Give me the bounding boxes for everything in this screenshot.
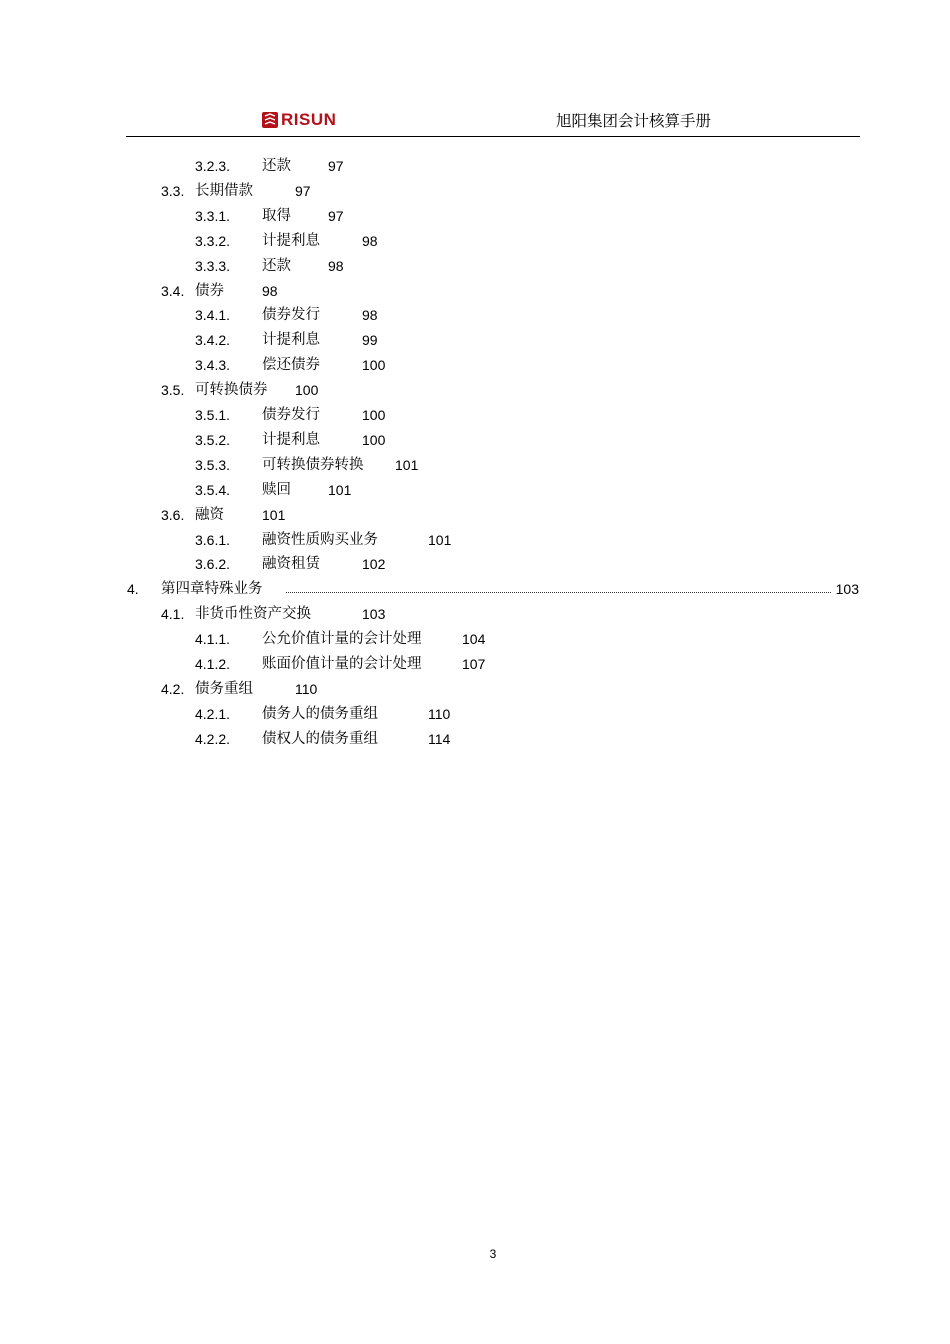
toc-entry[interactable] [0, 479, 950, 501]
toc-entry-title: 债券 [195, 282, 224, 299]
toc-entry-number: 3.5.1. [195, 407, 231, 423]
toc-entry-page: 107 [462, 656, 486, 672]
toc-entry-title: 债券发行 [262, 407, 320, 423]
toc-entry-number: 4.2.2. [195, 730, 231, 747]
toc-entry[interactable] [0, 304, 950, 326]
toc-entry-page: 98 [328, 257, 344, 274]
toc-entry[interactable] [0, 205, 950, 227]
toc-entry-title: 计提利息 [262, 232, 320, 249]
toc-entry-number: 3.3.3. [195, 257, 231, 274]
toc-entry-page: 104 [462, 631, 486, 648]
toc-entry[interactable] [0, 653, 950, 675]
toc-entry-number: 3.5. [161, 382, 185, 399]
toc-entry-number: 3.3.1. [195, 207, 231, 224]
toc-entry-title: 债券发行 [262, 307, 320, 324]
toc-entry-title: 偿还债券 [262, 357, 320, 374]
toc-entry[interactable] [0, 603, 950, 625]
toc-entry-title: 账面价值计量的会计处理 [262, 656, 422, 672]
toc-entry[interactable] [0, 180, 950, 202]
toc-entry-page: 102 [362, 556, 386, 573]
toc-entry-title: 融资 [195, 506, 224, 523]
toc-entry-number: 3.6.1. [195, 531, 231, 548]
toc-entry-title: 计提利息 [262, 431, 320, 448]
toc-entry[interactable] [0, 230, 950, 252]
risun-logo-icon [262, 112, 278, 128]
toc-entry-title: 取得 [262, 207, 291, 224]
toc-entry-title: 计提利息 [262, 332, 320, 349]
toc-entry-page: 100 [362, 357, 386, 374]
toc-entry-page: 101 [328, 481, 352, 498]
toc-entry-number: 3.3. [161, 182, 185, 199]
toc-entry-title: 第四章特殊业务 [161, 581, 263, 598]
toc-entry[interactable] [0, 255, 950, 277]
toc-entry-page: 98 [262, 282, 278, 299]
toc-entry-title: 还款 [262, 257, 291, 274]
toc-entry[interactable] [0, 454, 950, 476]
page-header [126, 108, 860, 137]
toc-entry-number: 3.2.3. [195, 158, 231, 174]
toc-entry-title: 长期借款 [195, 182, 253, 199]
toc-entry[interactable] [0, 703, 950, 725]
toc-entry[interactable] [0, 354, 950, 376]
toc-entry-title: 债务重组 [195, 680, 253, 697]
toc-entry-page: 110 [428, 705, 451, 722]
toc-entry-number: 3.6.2. [195, 556, 231, 573]
toc-entry-number: 4.1.1. [195, 631, 231, 648]
toc-entry-title: 赎回 [262, 481, 291, 498]
toc-entry-number: 3.4. [161, 282, 185, 299]
toc-entry-number: 4.1. [161, 606, 185, 623]
toc-entry-page: 97 [328, 207, 344, 224]
toc-entry[interactable] [0, 553, 950, 575]
toc-entry-title: 非货币性资产交换 [195, 606, 311, 623]
toc-entry[interactable] [0, 429, 950, 451]
toc-entry-page: 114 [428, 730, 451, 747]
toc-entry-title: 可转换债券转换 [262, 456, 364, 473]
toc-entry-page: 103 [362, 606, 386, 623]
toc-entry-number: 3.6. [161, 506, 185, 523]
toc-entry-number: 3.4.2. [195, 332, 231, 349]
toc-entry-number: 3.4.3. [195, 357, 231, 374]
toc-entry-number: 4.2. [161, 680, 185, 697]
document-title: 旭阳集团会计核算手册 [556, 112, 712, 130]
toc-entry-page: 98 [362, 307, 378, 324]
toc-entry[interactable] [0, 678, 950, 700]
risun-logo [262, 110, 336, 130]
toc-entry-page: 100 [362, 407, 386, 423]
toc-entry-title: 还款 [262, 158, 291, 174]
logo-text: RISUN [281, 110, 337, 129]
toc-entry-page: 101 [262, 506, 286, 523]
toc-entry-page: 103 [835, 581, 859, 598]
toc-entry-title: 债务人的债务重组 [262, 705, 378, 722]
toc-entry-page: 100 [295, 382, 319, 399]
toc-entry-page: 100 [362, 431, 386, 448]
toc-entry-page: 101 [395, 456, 419, 473]
toc-entry[interactable] [0, 504, 950, 526]
toc-entry-number: 4.1.2. [195, 656, 231, 672]
toc-entry-page: 110 [295, 680, 318, 697]
page-number: 3 [489, 1247, 497, 1261]
toc-entry-page: 98 [362, 232, 378, 249]
toc-entry-number: 3.4.1. [195, 307, 231, 324]
toc-entry-title: 可转换债券 [195, 382, 268, 399]
toc-entry[interactable] [0, 329, 950, 351]
toc-entry-page: 97 [295, 182, 311, 199]
toc-entry[interactable] [0, 280, 950, 302]
toc-entry-number: 3.3.2. [195, 232, 231, 249]
toc-entry-title: 债权人的债务重组 [262, 730, 378, 747]
toc-entry[interactable] [0, 404, 950, 426]
toc-entry-number: 4. [127, 581, 139, 598]
toc-entry[interactable] [0, 578, 950, 600]
toc-entry[interactable] [0, 379, 950, 401]
toc-leader-dots [286, 592, 831, 593]
toc-entry-title: 融资租赁 [262, 556, 320, 573]
toc-entry[interactable] [0, 529, 950, 551]
toc-entry-number: 4.2.1. [195, 705, 231, 722]
toc-entry-page: 101 [428, 531, 452, 548]
toc-entry-title: 公允价值计量的会计处理 [262, 631, 422, 648]
toc-entry-number: 3.5.3. [195, 456, 231, 473]
toc-entry[interactable] [0, 728, 950, 750]
toc-entry-page: 99 [362, 332, 378, 349]
toc-entry[interactable] [0, 628, 950, 650]
toc-entry-title: 融资性质购买业务 [262, 531, 378, 548]
toc-entry[interactable] [0, 155, 950, 177]
toc-entry-number: 3.5.2. [195, 431, 231, 448]
toc-entry-page: 97 [328, 158, 344, 174]
toc-entry-number: 3.5.4. [195, 481, 231, 498]
